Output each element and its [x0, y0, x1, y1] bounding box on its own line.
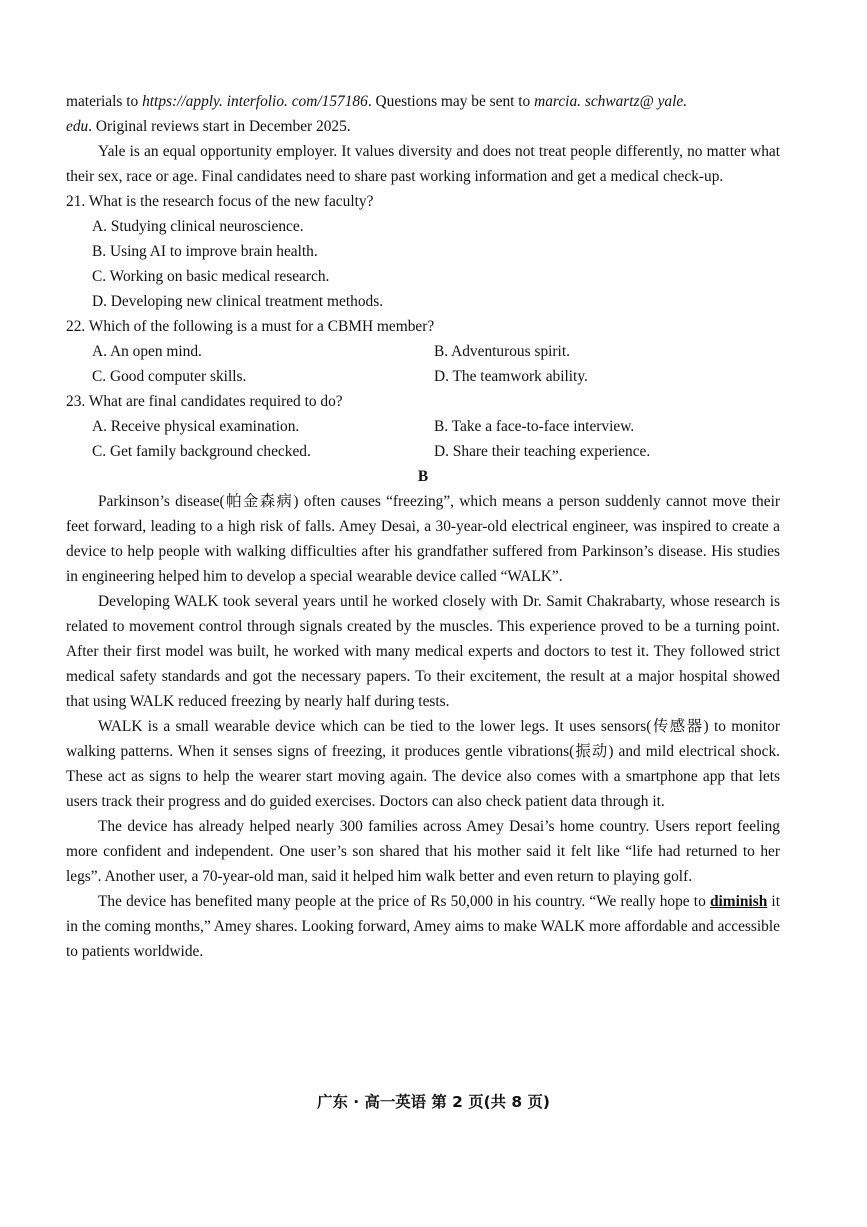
passage-paragraph: WALK is a small wearable device which can be tied to the lower legs. It uses sensors(传感器) to monitor walking patterns. When it senses signs of freezing, it produces gentle vibrations(振动) and mild electrical shock. These act as signs to help the wearer start moving again. The device also comes with a smartphone app that lets users track their progress and do guided exercises. Doctors can also check patient data through it. [66, 718, 780, 810]
passage-text: The device has benefited many people at the price of Rs 50,000 in his country. “We really hope to [98, 893, 710, 910]
question-stem: 22. Which of the following is a must for a CBMH member? [66, 318, 435, 335]
passage-paragraph [66, 889, 780, 964]
question-option: A. Receive physical examination. [92, 418, 300, 435]
intro-text: . Original reviews start in December 2025. [88, 118, 351, 135]
question-option: A. Studying clinical neuroscience. [92, 218, 304, 235]
passage-paragraph: Developing WALK took several years until he worked closely with Dr. Samit Chakrabarty, whose research is related to movement control through signals created by the muscles. This experience proved to be a turning point. After their first model was built, he worked with many medical experts and doctors to test it. They followed strict medical safety standards and got the necessary papers. To their excitement, the result at a major hospital showed that using WALK reduced freezing by nearly half during tests. [66, 593, 780, 710]
question-option: C. Get family background checked. [92, 443, 311, 460]
option-row [66, 339, 780, 364]
application-url: https://apply. interfolio. com/157186 [142, 93, 368, 110]
page-content [66, 89, 780, 964]
question-option: B. Take a face-to-face interview. [434, 418, 635, 435]
passage-paragraph: Parkinson’s disease(帕金森病) often causes “freezing”, which means a person suddenly cannot move their feet forward, leading to a high risk of falls. Amey Desai, a 30-year-old electrical engineer, was inspired to create a device to help people with walking difficulties after his grandfather suffered from Parkinson’s disease. His studies in engineering helped him to develop a special wearable device called “WALK”. [66, 493, 780, 585]
option-row [66, 364, 780, 389]
option-row [66, 414, 780, 439]
question-stem: 23. What are final candidates required to do? [66, 393, 343, 410]
question-option: B. Adventurous spirit. [434, 343, 570, 360]
option-row [66, 439, 780, 464]
question-option: B. Using AI to improve brain health. [92, 243, 318, 260]
question-option: A. An open mind. [92, 343, 202, 360]
contact-email-end: edu [66, 118, 89, 135]
intro-text: materials to [66, 93, 143, 110]
underlined-word: diminish [709, 893, 768, 910]
passage-text: it in the coming months,” Amey shares. Looking forward, Amey aims to make WALK more affordable and accessible to patients worldwide. [66, 893, 780, 960]
question-stem: 21. What is the research focus of the new faculty? [66, 193, 374, 210]
question-option: D. The teamwork ability. [434, 368, 588, 385]
passage-paragraph: The device has already helped nearly 300 families across Amey Desai’s home country. Users report feeling more confident and independent. One user’s son shared that his mother said it felt like “life had returned to her legs”. Another user, a 70-year-old man, said it helped him walk better and even return to playing golf. [66, 818, 780, 885]
page-footer: 广东 · 高一英语 第 2 页(共 8 页) [317, 1093, 550, 1111]
question-option: C. Working on basic medical research. [92, 268, 330, 285]
contact-email: marcia. schwartz@ yale. [534, 93, 688, 110]
intro-text: . Questions may be sent to [367, 93, 535, 110]
equal-opportunity-paragraph: Yale is an equal opportunity employer. It values diversity and does not treat people differently, no matter what their sex, race or age. Final candidates need to share past working information and get a medical check-up. [66, 143, 780, 185]
question-option: C. Good computer skills. [92, 368, 247, 385]
intro-paragraph [66, 89, 780, 139]
question-option: D. Developing new clinical treatment methods. [92, 293, 384, 310]
question-option: D. Share their teaching experience. [434, 443, 651, 460]
section-heading: B [417, 468, 429, 485]
